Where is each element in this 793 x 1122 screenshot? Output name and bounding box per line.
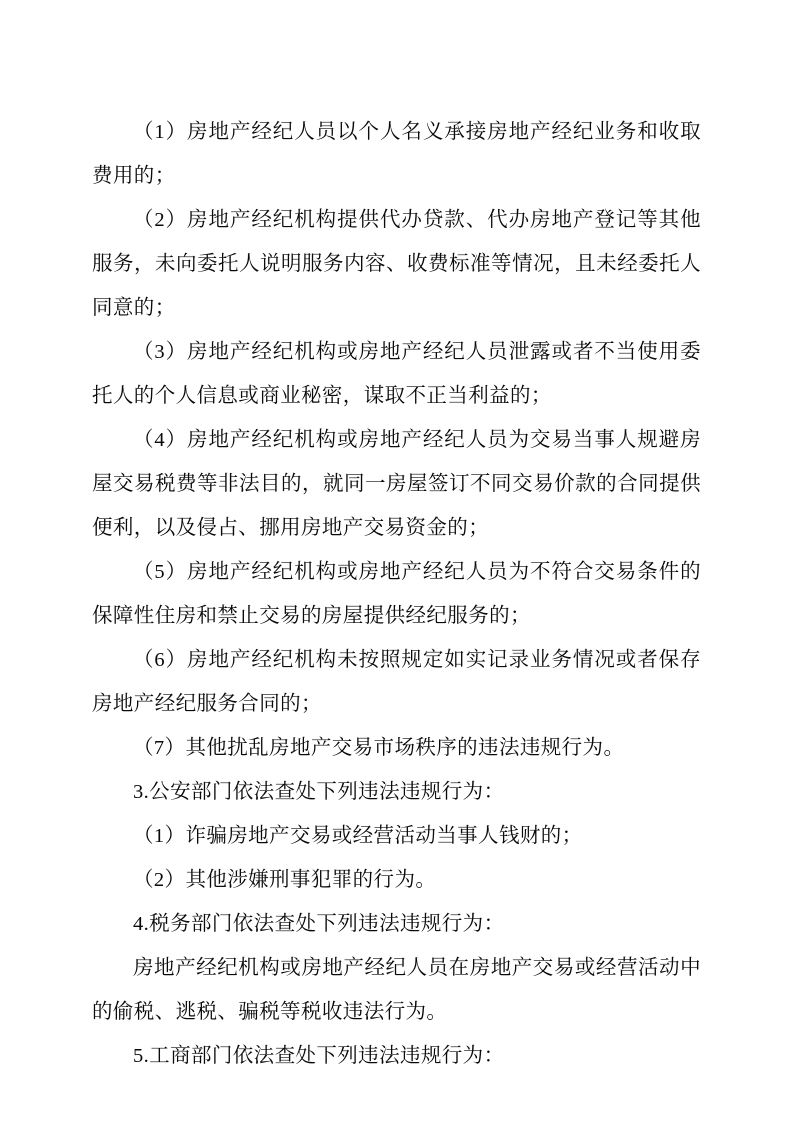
paragraph: 5.工商部门依法查处下列违法违规行为： [133, 1045, 505, 1067]
paragraph: （1）房地产经纪人员以个人名义承接房地产经纪业务和收取费用的； [92, 121, 701, 187]
paragraph: 3.公安部门依法查处下列违法违规行为： [133, 781, 505, 803]
paragraph: 4.税务部门依法查处下列违法违规行为： [133, 913, 505, 935]
paragraph: （1）诈骗房地产交易或经营活动当事人钱财的； [133, 825, 583, 847]
paragraph: （7）其他扰乱房地产交易市场秩序的违法违规行为。 [133, 737, 625, 759]
paragraph: （5）房地产经纪机构或房地产经纪人员为不符合交易条件的保障性住房和禁止交易的房屋提供经纪服务的； [92, 561, 701, 627]
paragraph: （2）其他涉嫌刑事犯罪的行为。 [133, 869, 437, 891]
paragraph: （6）房地产经纪机构未按照规定如实记录业务情况或者保存房地产经纪服务合同的； [92, 649, 701, 715]
paragraph: （4）房地产经纪机构或房地产经纪人员为交易当事人规避房屋交易税费等非法目的，就同一房屋签订不同交易价款的合同提供便利，以及侵占、挪用房地产交易资金的； [92, 429, 701, 539]
paragraph: 房地产经纪机构或房地产经纪人员在房地产交易或经营活动中的偷税、逃税、骗税等税收违法行为。 [92, 957, 701, 1023]
paragraph: （3）房地产经纪机构或房地产经纪人员泄露或者不当使用委托人的个人信息或商业秘密，谋取不正当利益的； [92, 341, 701, 407]
paragraph: （2）房地产经纪机构提供代办贷款、代办房地产登记等其他服务，未向委托人说明服务内容、收费标准等情况，且未经委托人同意的； [92, 209, 701, 319]
document-body [92, 110, 701, 1078]
